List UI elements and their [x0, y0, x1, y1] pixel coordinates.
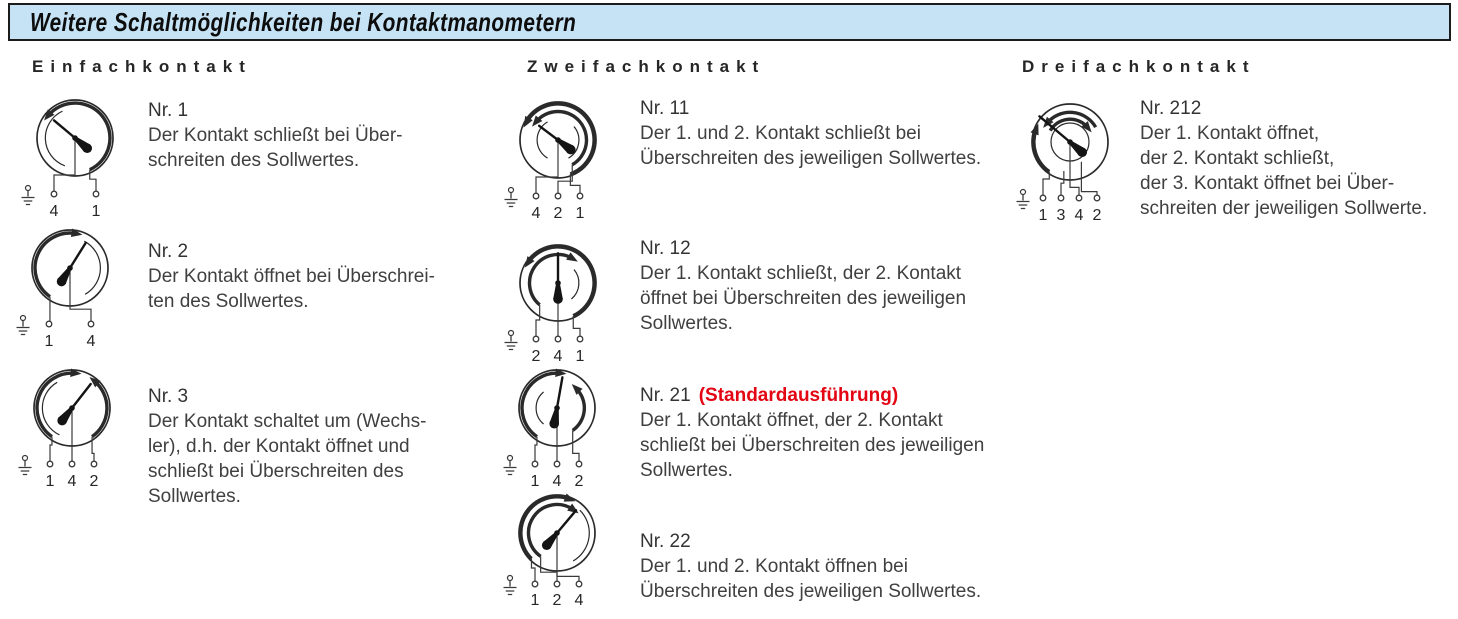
- terminal-lead: [573, 430, 579, 461]
- terminal-label: 1: [575, 205, 585, 222]
- item-label: Nr. 3: [148, 386, 189, 407]
- item-line: Der 1. und 2. Kontakt schließt bei: [640, 123, 921, 144]
- needle-counterweight-tip: [542, 540, 552, 550]
- dial-scale-arc: [536, 392, 543, 424]
- column-header-zweifachkontakt: Zweifachkontakt: [527, 57, 766, 76]
- item-line: Der Kontakt schließt bei Über-: [148, 125, 403, 146]
- terminal-circle: [533, 193, 539, 199]
- ground-icon: [508, 456, 513, 461]
- item-line: schreiten der jeweiligen Sollwerte.: [1140, 198, 1428, 219]
- terminal-circle: [532, 461, 538, 467]
- dial-scale-arc: [45, 111, 64, 166]
- needle-counterweight-tip: [57, 277, 67, 287]
- needle: [54, 120, 75, 138]
- arc-arrowhead: [1031, 124, 1039, 136]
- ground-icon-lines: [22, 191, 35, 205]
- terminal-label: 1: [44, 333, 54, 350]
- needle: [539, 126, 558, 140]
- item-text-nr-22: [640, 529, 981, 604]
- ground-icon: [509, 331, 514, 336]
- item-label: Nr. 2: [148, 241, 189, 262]
- item-line: ler), d.h. der Kontakt öffnet und: [148, 436, 410, 457]
- terminal-circle: [577, 336, 583, 342]
- terminal-circle: [91, 461, 97, 467]
- terminal-label: 2: [553, 205, 563, 222]
- needle: [70, 243, 86, 268]
- needle-hub: [1067, 139, 1073, 145]
- terminal-label: 3: [1056, 207, 1066, 224]
- needle-hub: [554, 405, 560, 411]
- item-line: Der Kontakt schaltet um (Wechs-: [148, 411, 427, 432]
- terminal-circle: [46, 321, 52, 327]
- gauge-diagram-nr-212: [1005, 96, 1135, 228]
- item-line: ten des Sollwertes.: [148, 291, 309, 312]
- needle-counterweight-tip: [1077, 147, 1087, 157]
- terminal-label: 2: [89, 473, 99, 490]
- item-line: Der 1. Kontakt öffnet,: [1140, 123, 1320, 144]
- needle-hub: [554, 530, 560, 536]
- dial-scale-arc: [571, 270, 578, 299]
- terminal-label: 2: [574, 473, 584, 490]
- terminal-circle: [554, 461, 560, 467]
- item-text-nr-12: [640, 236, 966, 336]
- ground-icon: [21, 316, 26, 321]
- item-text-nr-212: [1140, 96, 1427, 221]
- terminal-circle: [555, 336, 561, 342]
- terminal-label: 1: [45, 473, 55, 490]
- item-line: Der Kontakt öffnet bei Überschrei-: [148, 266, 435, 287]
- terminal-label: 2: [552, 592, 562, 609]
- item-label: Nr. 12: [640, 238, 691, 259]
- ground-icon-lines: [17, 321, 30, 335]
- terminal-lead: [70, 268, 91, 321]
- item-line: Sollwertes.: [640, 313, 733, 334]
- column-header-dreifachkontakt: Dreifachkontakt: [1022, 57, 1256, 76]
- terminal-lead: [557, 533, 579, 581]
- terminal-circle: [577, 193, 583, 199]
- needle-hub: [72, 135, 78, 141]
- needle-hub: [555, 280, 561, 286]
- item-text-nr-2: [148, 239, 435, 314]
- item-line: schließt bei Überschreiten des: [148, 461, 404, 482]
- terminal-label: 1: [530, 473, 540, 490]
- item-label: Nr. 21 (Standardausführung): [640, 385, 899, 406]
- terminal-circle: [1040, 195, 1046, 201]
- terminal-lead: [1043, 172, 1049, 196]
- column-header-einfachkontakt: Einfachkontakt: [32, 57, 252, 76]
- arc-arrowhead: [566, 252, 578, 261]
- item-line: Der 1. und 2. Kontakt öffnen bei: [640, 556, 908, 577]
- terminal-label: 1: [91, 203, 101, 220]
- terminal-lead: [1061, 171, 1064, 195]
- item-line: Überschreiten des jeweiligen Sollwertes.: [640, 148, 982, 169]
- item-line: Sollwertes.: [640, 460, 733, 481]
- terminal-label: 4: [574, 592, 584, 609]
- item-label: Nr. 22: [640, 531, 691, 552]
- terminal-label: 2: [1092, 207, 1102, 224]
- needle-counterweight-tip: [553, 294, 563, 304]
- gauge-diagram-nr-3: [7, 362, 137, 494]
- terminal-circle: [47, 461, 53, 467]
- ground-icon-lines: [504, 581, 517, 595]
- terminal-label: 4: [531, 205, 541, 222]
- needle-counterweight-tip: [82, 143, 92, 153]
- terminal-label: 1: [1038, 207, 1048, 224]
- terminal-circle: [88, 321, 94, 327]
- arc-arrowhead: [564, 494, 576, 502]
- terminal-circle: [1094, 195, 1100, 201]
- needle-counterweight-tip: [57, 416, 67, 426]
- terminal-circle: [1076, 195, 1082, 201]
- terminal-circle: [576, 461, 582, 467]
- item-text-nr-11: [640, 96, 981, 171]
- terminal-circle: [1058, 195, 1064, 201]
- page-title: Weitere Schaltmöglichkeiten bei Kontaktmanometern: [30, 6, 577, 37]
- gauge-diagram-nr-1: [10, 92, 140, 224]
- terminal-label: 4: [86, 333, 96, 350]
- needle-counterweight-tip: [549, 419, 559, 429]
- ground-icon: [26, 186, 31, 191]
- contact-arc: [530, 255, 573, 305]
- item-label: Nr. 11: [640, 98, 690, 119]
- terminal-circle: [69, 461, 75, 467]
- item-label: Nr. 1: [148, 100, 189, 121]
- terminal-lead: [536, 140, 558, 193]
- item-line: Der 1. Kontakt schließt, der 2. Kontakt: [640, 263, 962, 284]
- ground-icon: [1021, 190, 1026, 195]
- terminal-label: 4: [553, 348, 563, 365]
- ground-icon: [509, 188, 514, 193]
- item-line: der 2. Kontakt schließt,: [1140, 148, 1335, 169]
- terminal-lead: [536, 305, 540, 336]
- terminal-lead: [573, 316, 580, 336]
- item-line: Sollwertes.: [148, 486, 241, 507]
- ground-icon-lines: [504, 461, 517, 475]
- item-text-nr-1: [148, 98, 403, 173]
- contact-arc: [528, 504, 573, 556]
- needle-hub: [69, 405, 75, 411]
- gauge-diagram-nr-2: [5, 222, 135, 354]
- ground-icon-lines: [1017, 195, 1030, 209]
- item-line: schreiten des Sollwertes.: [148, 150, 360, 171]
- gauge-diagram-nr-22: [492, 487, 622, 619]
- item-line: schließt bei Überschreiten des jeweiligen: [640, 435, 985, 456]
- page-title-bar: [8, 3, 1451, 41]
- contact-arc: [48, 103, 110, 170]
- needle: [72, 384, 91, 408]
- ground-icon-lines: [19, 461, 32, 475]
- ground-icon: [508, 576, 513, 581]
- needle: [557, 510, 576, 533]
- contact-arc: [1034, 130, 1049, 172]
- terminal-circle: [554, 581, 560, 587]
- item-text-nr-21: [640, 383, 984, 483]
- item-line: Der 1. Kontakt öffnet, der 2. Kontakt: [640, 410, 943, 431]
- terminal-circle: [576, 581, 582, 587]
- ground-icon-lines: [505, 336, 518, 350]
- gauge-diagram-nr-12: [493, 237, 623, 369]
- terminal-label: 4: [49, 203, 59, 220]
- terminal-circle: [555, 193, 561, 199]
- needle: [557, 377, 562, 408]
- terminal-label: 1: [530, 592, 540, 609]
- dial-scale-arc: [42, 382, 59, 435]
- item-label: Nr. 212: [1140, 98, 1202, 119]
- ground-icon-lines: [505, 193, 518, 207]
- item-text-nr-3: [148, 384, 426, 509]
- terminal-lead: [1081, 162, 1097, 195]
- dial-scale-arc: [84, 241, 100, 294]
- dial-scale-arc: [573, 510, 589, 561]
- terminal-lead: [54, 138, 75, 191]
- item-line: der 3. Kontakt öffnet bei Über-: [1140, 173, 1395, 194]
- terminal-circle: [532, 581, 538, 587]
- needle-hub: [555, 137, 561, 143]
- gauge-diagram-nr-21: [492, 362, 622, 494]
- needle-counterweight-tip: [566, 145, 576, 155]
- terminal-label: 4: [552, 473, 562, 490]
- contact-arc: [573, 389, 585, 431]
- item-line: Überschreiten des jeweiligen Sollwertes.: [640, 581, 982, 602]
- terminal-label: 4: [67, 473, 77, 490]
- terminal-label: 4: [1074, 207, 1084, 224]
- item-line: öffnet bei Überschreiten des jeweiligen: [640, 288, 967, 309]
- gauge-diagram-nr-11: [493, 94, 623, 226]
- terminal-circle: [93, 191, 99, 197]
- arc-arrowhead: [567, 504, 578, 514]
- terminal-label: 1: [575, 348, 585, 365]
- terminal-circle: [51, 191, 57, 197]
- needle-hub: [67, 265, 73, 271]
- ground-icon: [23, 456, 28, 461]
- terminal-label: 2: [531, 348, 541, 365]
- terminal-circle: [533, 336, 539, 342]
- item-badge-standardausfuehrung: (Standardausführung): [698, 385, 899, 406]
